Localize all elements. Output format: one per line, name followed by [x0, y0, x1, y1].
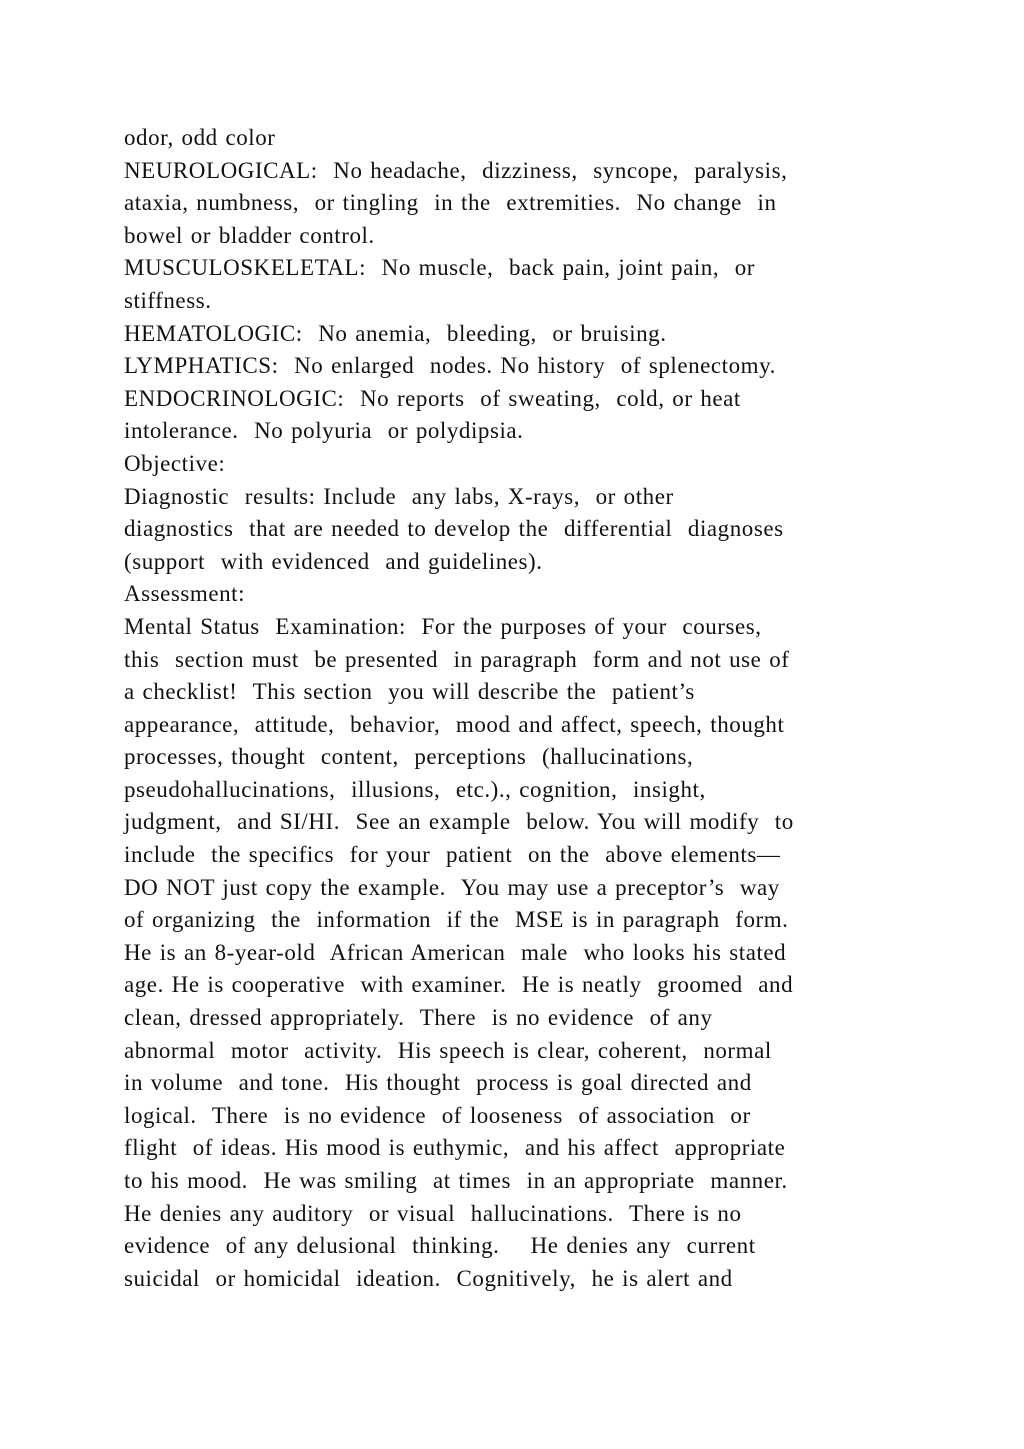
- text-line: processes, thought content, perceptions (hallucinations,: [124, 744, 694, 770]
- text-line: clean, dressed appropriately. There is no evidence of any: [124, 1005, 713, 1031]
- text-line: of organizing the information if the MSE is in paragraph form.: [124, 907, 789, 933]
- text-line: abnormal motor activity. His speech is clear, coherent, normal: [124, 1037, 772, 1063]
- section-heading-objective: Objective:: [124, 450, 226, 476]
- text-line: odor, odd color: [124, 125, 276, 150]
- text-line: suicidal or homicidal ideation. Cognitively, he is alert and: [124, 1265, 733, 1291]
- text-line: diagnostics that are needed to develop the differential diagnoses: [124, 516, 784, 542]
- text-line: include the specifics for your patient on the above elements—: [124, 842, 781, 868]
- text-line: (support with evidenced and guidelines).: [124, 548, 543, 574]
- section-heading-assessment: Assessment:: [124, 581, 246, 607]
- text-line: intolerance. No polyuria or polydipsia.: [124, 418, 524, 444]
- text-line: LYMPHATICS: No enlarged nodes. No history of splenectomy.: [124, 353, 776, 379]
- text-line: age. He is cooperative with examiner. He is neatly groomed and: [124, 972, 794, 998]
- text-line: MUSCULOSKELETAL: No muscle, back pain, joint pain, or: [124, 255, 756, 281]
- text-line: DO NOT just copy the example. You may use a preceptor’s way: [124, 874, 780, 900]
- text-line: He denies any auditory or visual hallucinations. There is no: [124, 1200, 742, 1226]
- text-line: flight of ideas. His mood is euthymic, and his affect appropriate: [124, 1135, 786, 1161]
- text-line: HEMATOLOGIC: No anemia, bleeding, or bruising.: [124, 320, 667, 346]
- text-line: this section must be presented in paragraph form and not use of: [124, 646, 790, 672]
- document-page: [124, 122, 904, 1295]
- text-line: Mental Status Examination: For the purposes of your courses,: [124, 613, 762, 639]
- text-line: a checklist! This section you will describe the patient’s: [124, 679, 695, 705]
- text-line: He is an 8-year-old African American male who looks his stated: [124, 939, 787, 965]
- text-line: evidence of any delusional thinking. He denies any current: [124, 1233, 756, 1259]
- text-line: NEUROLOGICAL: No headache, dizziness, syncope, paralysis,: [124, 157, 788, 183]
- text-line: appearance, attitude, behavior, mood and affect, speech, thought: [124, 711, 785, 737]
- text-line: stiffness.: [124, 287, 212, 313]
- text-line: bowel or bladder control.: [124, 222, 375, 248]
- text-line: Diagnostic results: Include any labs, X-rays, or other: [124, 483, 674, 509]
- text-line: ENDOCRINOLOGIC: No reports of sweating, cold, or heat: [124, 385, 741, 411]
- text-line: judgment, and SI/HI. See an example below. You will modify to: [124, 809, 794, 835]
- text-line: logical. There is no evidence of looseness of association or: [124, 1102, 751, 1128]
- text-line: ataxia, numbness, or tingling in the extremities. No change in: [124, 190, 777, 216]
- text-line: to his mood. He was smiling at times in an appropriate manner.: [124, 1168, 788, 1193]
- text-line: pseudohallucinations, illusions, etc.)., cognition, insight,: [124, 776, 706, 802]
- text-line: in volume and tone. His thought process is goal directed and: [124, 1070, 752, 1096]
